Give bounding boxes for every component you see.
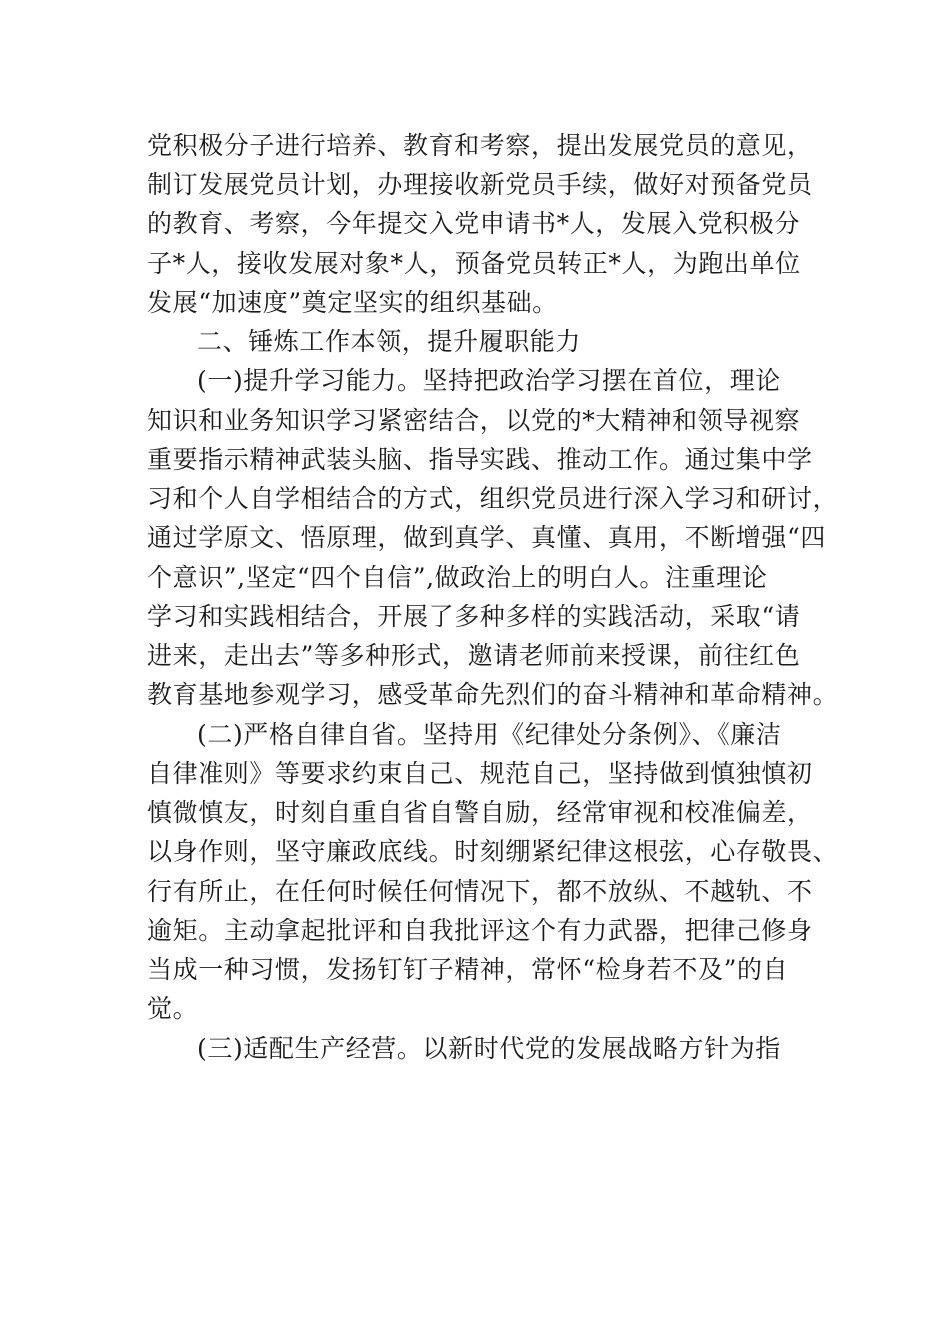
body-text-line: 自律准则》等要求约束自己、规范自己，坚持做到慎独慎初	[147, 759, 813, 788]
body-text-line: 的教育、考察，今年提交入党申请书*人，发展入党积极分	[147, 209, 801, 238]
body-text-line: 子*人，接收发展对象*人，预备党员转正*人，为跑出单位	[147, 249, 801, 278]
body-text-line: 行有所止，在任何时候任何情况下，都不放纵、不越轨、不	[147, 877, 813, 906]
body-text-line: 慎微慎友，时刻自重自省自警自励，经常审视和校准偏差，	[147, 798, 813, 827]
body-text-line: 通过学原文、悟原理，做到真学、真懂、真用，不断增强“四	[147, 523, 826, 552]
section-heading: 二、锤炼工作本领，提升履职能力	[197, 327, 582, 356]
subsection-heading-line: (二)严格自律自省。坚持用《纪律处分条例》、《廉洁	[197, 720, 782, 749]
subsection-heading-line: (三)适配生产经营。以新时代党的发展战略方针为指	[197, 1034, 781, 1063]
body-text-line: 习和个人自学相结合的方式，组织党员进行深入学习和研讨，	[147, 484, 839, 513]
body-text-line: 学习和实践相结合，开展了多种多样的实践活动，采取“请	[147, 602, 801, 631]
body-text-line: 个意识”,坚定“四个自信”,做政治上的明白人。注重理论	[147, 563, 768, 592]
body-text-line: 制订发展党员计划，办理接收新党员手续，做好对预备党员	[147, 170, 813, 199]
body-text-line: 发展“加速度”奠定坚实的组织基础。	[147, 288, 558, 317]
body-text-line: 党积极分子进行培养、教育和考察，提出发展党员的意见，	[147, 131, 813, 160]
body-text-line: 以身作则，坚守廉政底线。时刻绷紧纪律这根弦，心存敬畏、	[147, 837, 839, 866]
body-text-line: 逾矩。主动拿起批评和自我批评这个有力武器，把律己修身	[147, 916, 813, 945]
body-text-line: 重要指示精神武装头脑、指导实践、推动工作。通过集中学	[147, 445, 813, 474]
body-text-line: 进来，走出去”等多种形式，邀请老师前来授课，前往红色	[147, 641, 801, 670]
subsection-heading-line: (一)提升学习能力。坚持把政治学习摆在首位，理论	[197, 366, 781, 395]
body-text-line: 教育基地参观学习，感受革命先烈们的奋斗精神和革命精神。	[147, 680, 839, 709]
body-text-line: 知识和业务知识学习紧密结合，以党的*大精神和领导视察	[147, 406, 801, 435]
body-text-line: 觉。	[147, 994, 199, 1023]
body-text-line: 当成一种习惯，发扬钉钉子精神，常怀“检身若不及”的自	[147, 955, 789, 984]
